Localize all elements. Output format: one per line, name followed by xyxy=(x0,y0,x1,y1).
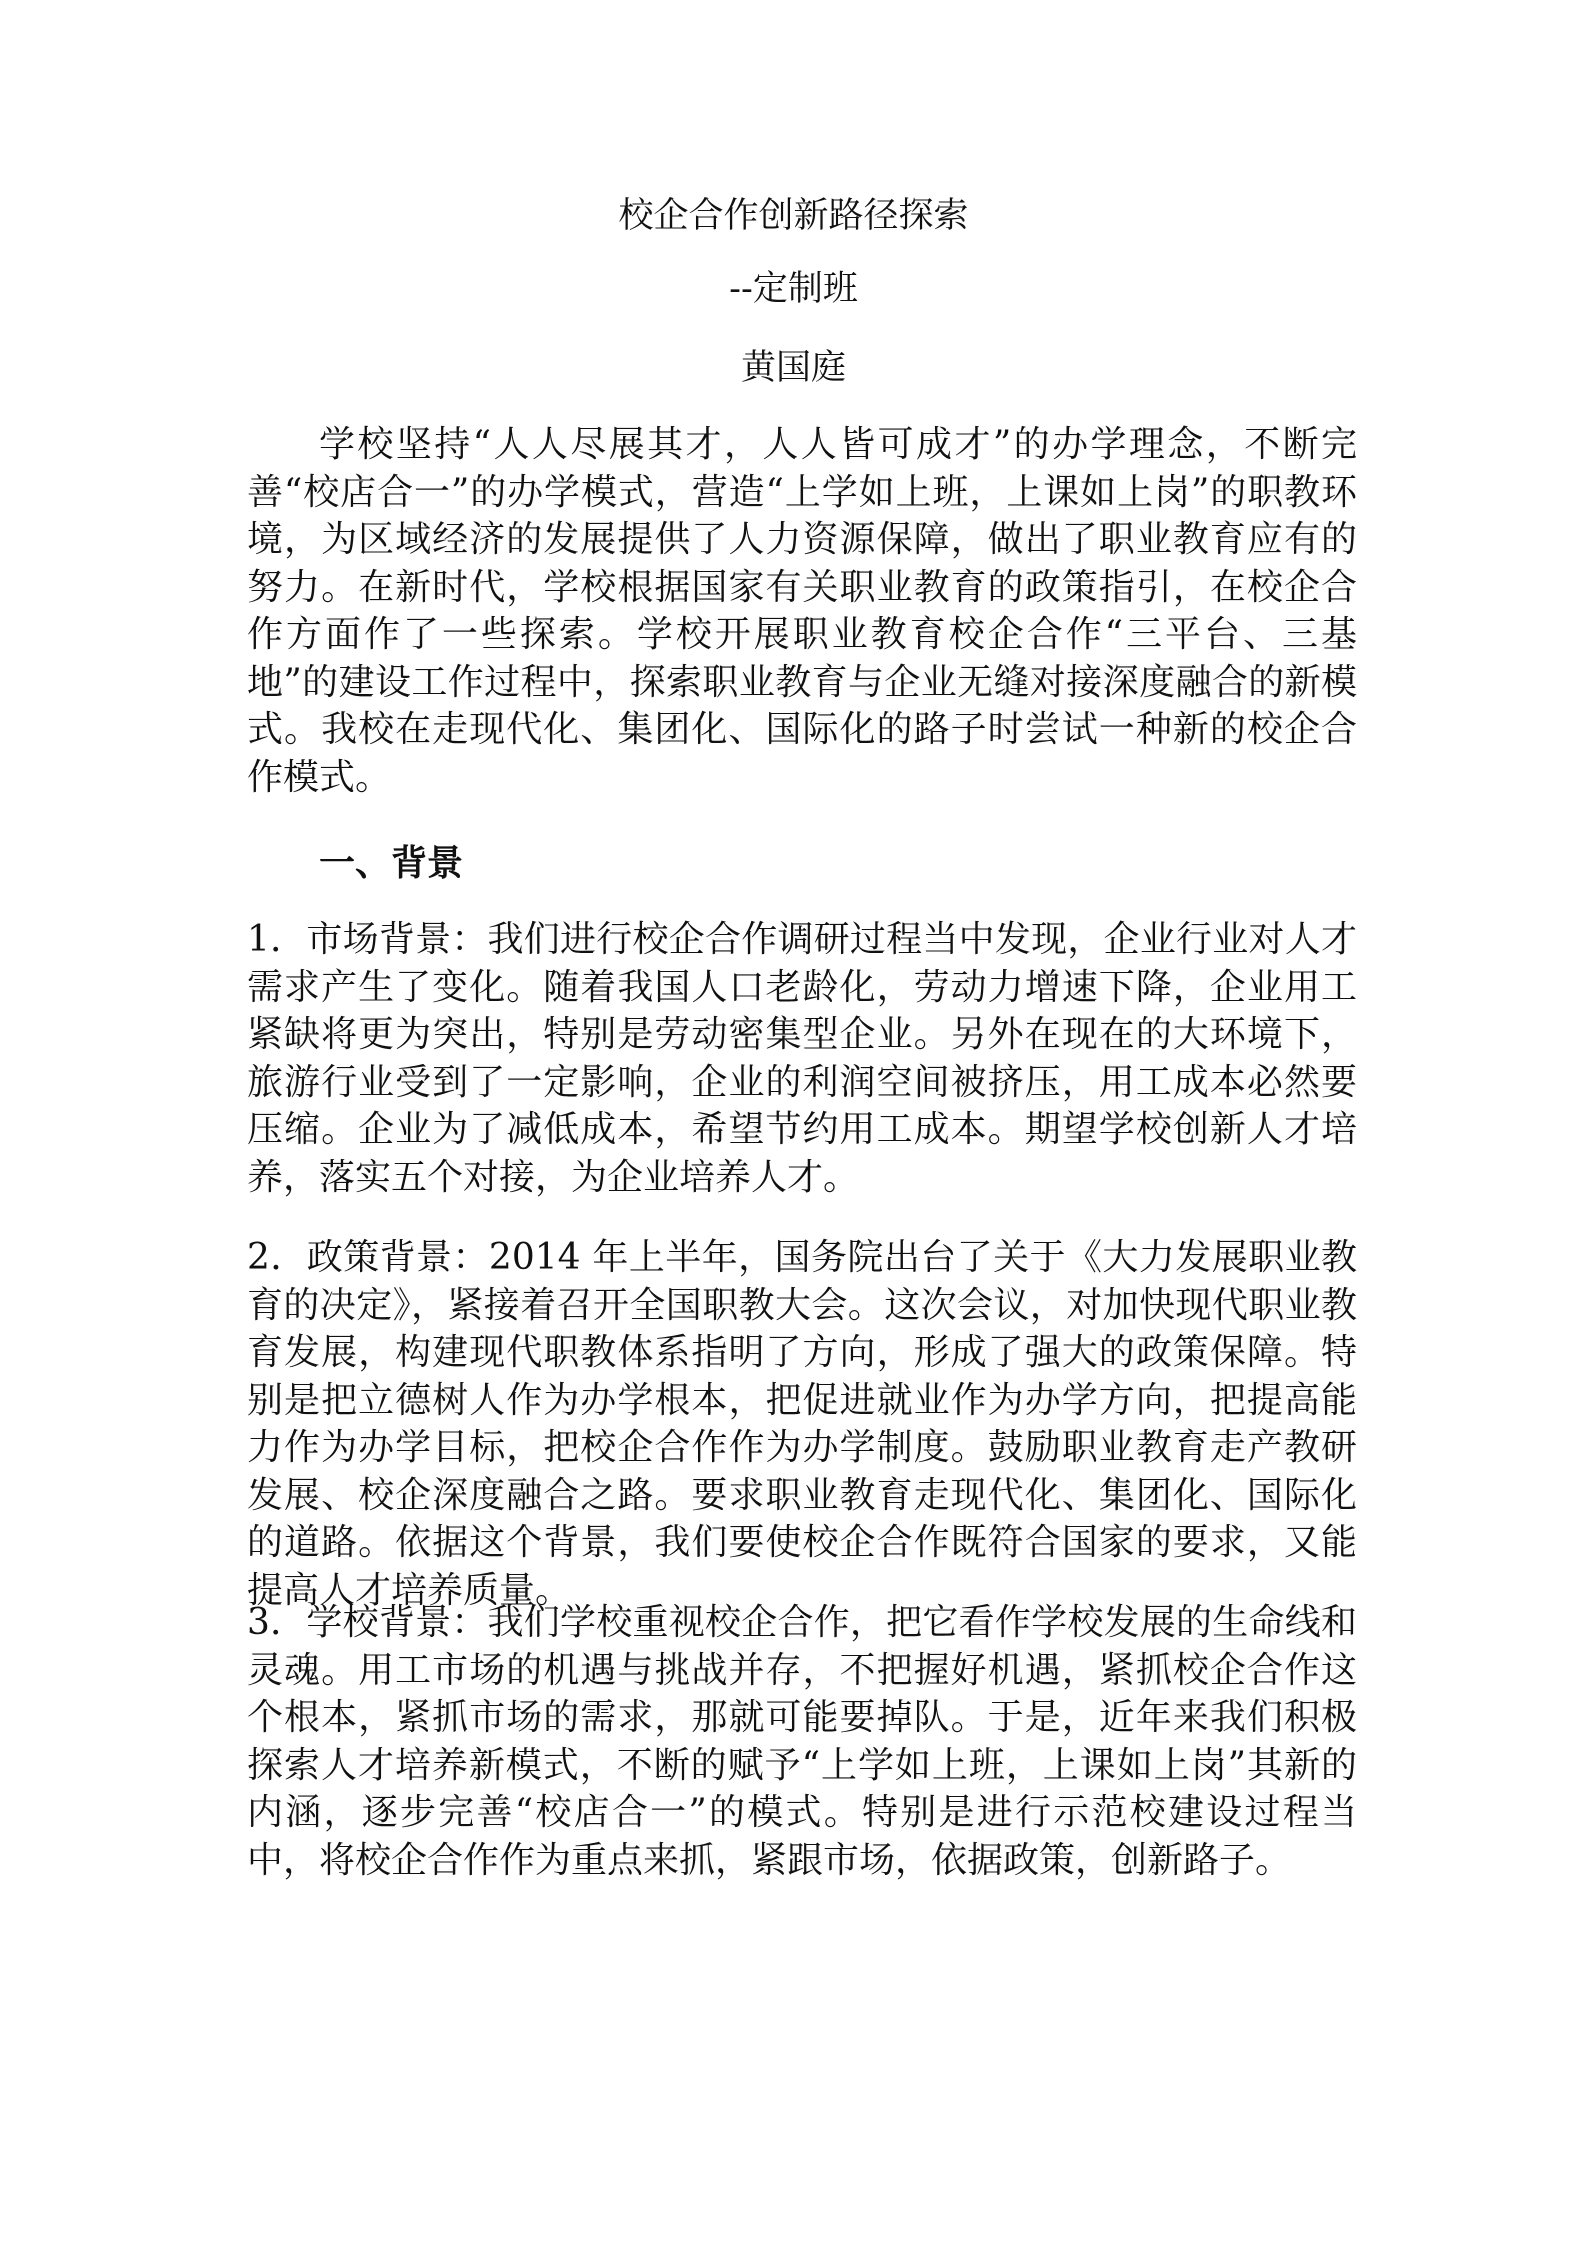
paragraph-policy-background: 2．政策背景：2014 年上半年，国务院出台了关于《大力发展职业教育的决定》，紧接着召开全国职教大会。这次会议，对加快现代职业教育发展，构建现代职教体系指明了方向，形成了强大的政策保障。特别是把立德树人作为办学根本，把促进就业作为办学方向，把提高能力作为办学目标，把校企合作作为办学制度。鼓励职业教育走产教研发展、校企深度融合之路。要求职业教育走现代化、集团化、国际化的道路。依据这个背景，我们要使校企合作既符合国家的要求，又能提高人才培养质量。 xyxy=(247,1237,1357,1611)
document-title: 校企合作创新路径探索 xyxy=(618,196,969,236)
paragraph-school-background: 3．学校背景：我们学校重视校企合作，把它看作学校发展的生命线和灵魂。用工市场的机遇与挑战并存，不把握好机遇，紧抓校企合作这个根本，紧抓市场的需求，那就可能要掉队。于是，近年来我们积极探索人才培养新模式，不断的赋予“上学如上班，上课如上岗”其新的内涵，逐步完善“校店合一”的模式。特别是进行示范校建设过程当中，将校企合作作为重点来抓，紧跟市场，依据政策，创新路子。 xyxy=(247,1602,1357,1881)
section-heading-background: 一、背景 xyxy=(319,842,464,884)
intro-paragraph: 学校坚持“人人尽展其才，人人皆可成才”的办学理念，不断完善“校店合一”的办学模式，营造“上学如上班，上课如上岗”的职教环境，为区域经济的发展提供了人力资源保障，做出了职业教育应有的努力。在新时代，学校根据国家有关职业教育的政策指引，在校企合作方面作了一些探索。学校开展职业教育校企合作“三平台、三基地”的建设工作过程中，探索职业教育与企业无缝对接深度融合的新模式。我校在走现代化、集团化、国际化的路子时尝试一种新的校企合作模式。 xyxy=(247,424,1357,798)
document-author: 黄国庭 xyxy=(740,348,846,388)
document-subtitle: --定制班 xyxy=(729,269,858,309)
paragraph-market-background: 1．市场背景：我们进行校企合作调研过程当中发现，企业行业对人才需求产生了变化。随着我国人口老龄化，劳动力增速下降，企业用工紧缺将更为突出，特别是劳动密集型企业。另外在现在的大环境下，旅游行业受到了一定影响，企业的利润空间被挤压，用工成本必然要压缩。企业为了减低成本，希望节约用工成本。期望学校创新人才培养，落实五个对接，为企业培养人才。 xyxy=(247,919,1357,1198)
